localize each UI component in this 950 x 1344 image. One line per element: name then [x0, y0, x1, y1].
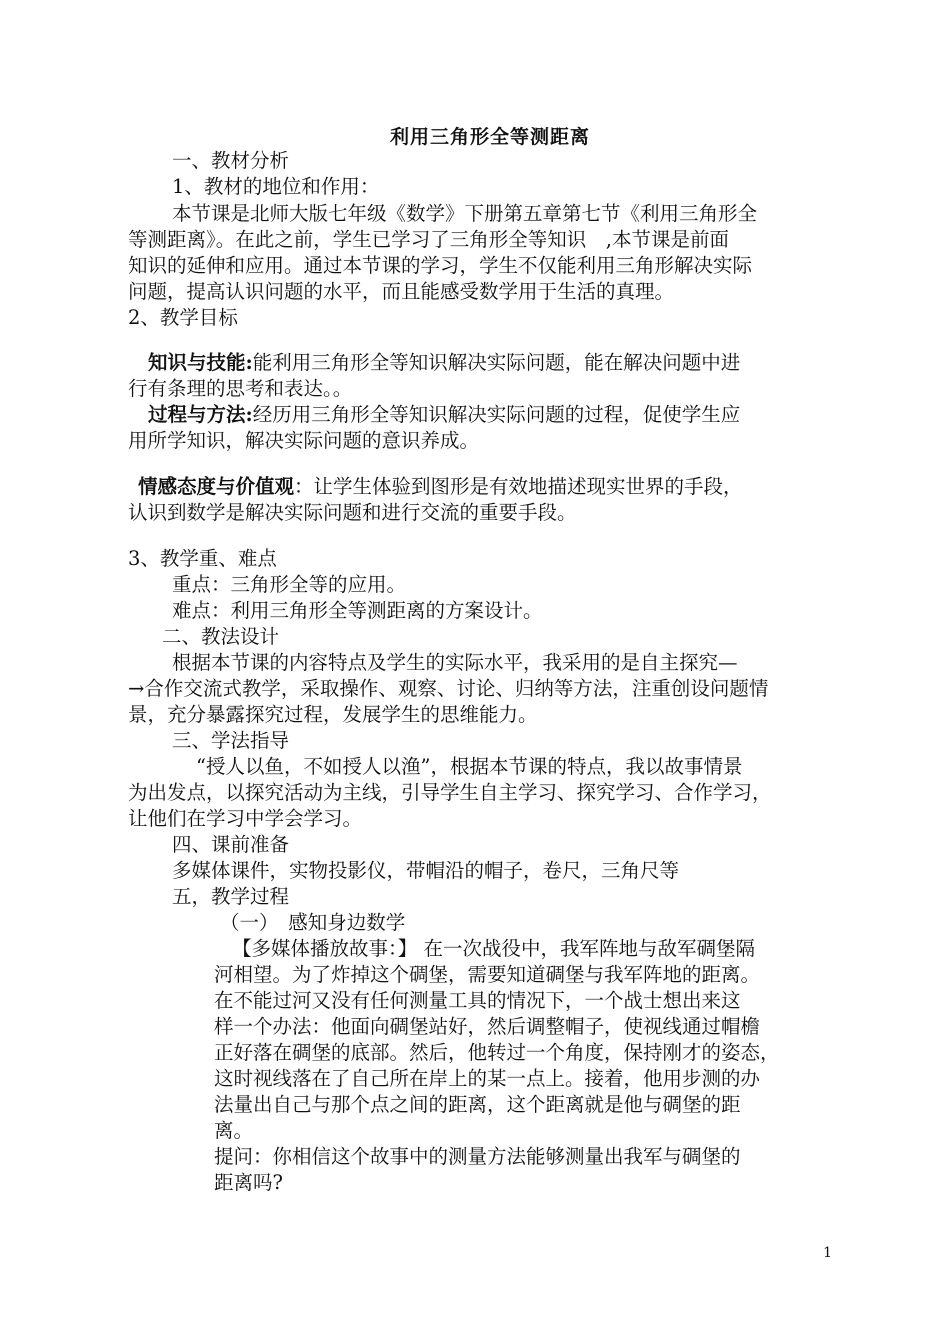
- story-line: 样一个办法：他面向碉堡站好，然后调整帽子，使视线通过帽檐: [214, 1015, 761, 1038]
- story-line: 河相望。为了炸掉这个碉堡，需要知道碉堡与我军阵地的距离。: [214, 963, 761, 986]
- goal-label: 知识与技能:: [148, 351, 253, 374]
- section-heading-teaching-process: 五，教学过程: [172, 885, 290, 908]
- section-heading-learning-method: 三、学法指导: [172, 729, 290, 752]
- question-line: 提问：你相信这个故事中的测量方法能够测量出我军与碉堡的: [214, 1145, 741, 1168]
- story-line: 【多媒体播放故事：】 在一次战役中，我军阵地与敌军碉堡隔: [232, 937, 755, 960]
- paragraph-line: 景，充分暴露探究过程，发展学生的思维能力。: [128, 703, 538, 726]
- section-heading-teaching-method: 二、教法设计: [162, 625, 280, 648]
- subheading-key-difficult-points: 3、教学重、难点: [128, 547, 277, 570]
- goal-text: 能利用三角形全等知识解决实际问题，能在解决问题中进: [252, 351, 741, 374]
- goal-label: 情感态度与价值观: [138, 475, 295, 498]
- question-line: 距离吗?: [214, 1171, 283, 1194]
- goal-label: 过程与方法:: [148, 403, 253, 426]
- paragraph-line: 根据本节课的内容特点及学生的实际水平，我采用的是自主探究—: [172, 651, 738, 674]
- goal-text: 经历用三角形全等知识解决实际问题的过程，促使学生应: [252, 403, 741, 426]
- paragraph-line: 为出发点，以探究活动为主线，引导学生自主学习、探究学习、合作学习，: [128, 781, 772, 804]
- paragraph-line: 认识到数学是解决实际问题和进行交流的重要手段。: [128, 501, 577, 524]
- paragraph-line: 用所学知识，解决实际问题的意识养成。: [128, 429, 480, 452]
- goal-knowledge-skills: [148, 350, 740, 376]
- goal-process-methods: [148, 402, 740, 428]
- document-title: 利用三角形全等测距离: [390, 126, 591, 148]
- goal-text: ：让学生体验到图形是有效地描述现实世界的手段，: [294, 475, 743, 498]
- paragraph-line: →合作交流式教学，采取操作、观察、讨论、归纳等方法，注重创设问题情: [128, 677, 769, 700]
- paragraph-line: “授人以鱼，不如授人以渔”，根据本节课的特点，我以故事情景: [196, 755, 743, 778]
- subheading-position-role: 1、教材的地位和作用：: [172, 175, 380, 198]
- paragraph-line: 本节课是北师大版七年级《数学》下册第五章第七节《利用三角形全: [172, 202, 758, 225]
- paragraph-line: 知识的延伸和应用。通过本节课的学习，学生不仅能利用三角形解决实际: [128, 254, 753, 277]
- section-heading-preparation: 四、课前准备: [172, 833, 290, 856]
- story-line: 这时视线落在了自己所在岸上的某一点上。接着，他用步测的办: [214, 1067, 761, 1090]
- goal-emotion-values: [138, 474, 743, 500]
- paragraph-line: 等测距离》。在此之前，学生已学习了三角形全等知识 ,本节课是前面: [128, 228, 729, 251]
- story-line: 法量出自己与那个点之间的距离，这个距离就是他与碉堡的距: [214, 1093, 741, 1116]
- paragraph-line: 让他们在学习中学会学习。: [128, 807, 363, 830]
- subheading-teaching-goals: 2、教学目标: [128, 306, 238, 329]
- paragraph-line: 问题，提高认识问题的水平，而且能感受数学用于生活的真理。: [128, 280, 675, 303]
- story-line: 正好落在碉堡的底部。然后，他转过一个角度，保持刚才的姿态，: [214, 1041, 780, 1064]
- paragraph-line: 行有条理的思考和表达。。: [128, 377, 353, 400]
- story-line: 在不能过河又没有任何测量工具的情况下，一个战士想出来这: [214, 989, 741, 1012]
- subsection-heading: （一） 感知身边数学: [220, 911, 406, 934]
- page-number: 1: [823, 1245, 832, 1261]
- paragraph-line: 多媒体课件，实物投影仪，带帽沿的帽子，卷尺，三角尺等: [172, 859, 680, 882]
- key-point: 重点：三角形全等的应用。: [172, 573, 407, 596]
- difficult-point: 难点：利用三角形全等测距离的方案设计。: [172, 599, 543, 622]
- story-line: 离。: [214, 1119, 254, 1142]
- section-heading-textbook-analysis: 一、教材分析: [172, 149, 290, 172]
